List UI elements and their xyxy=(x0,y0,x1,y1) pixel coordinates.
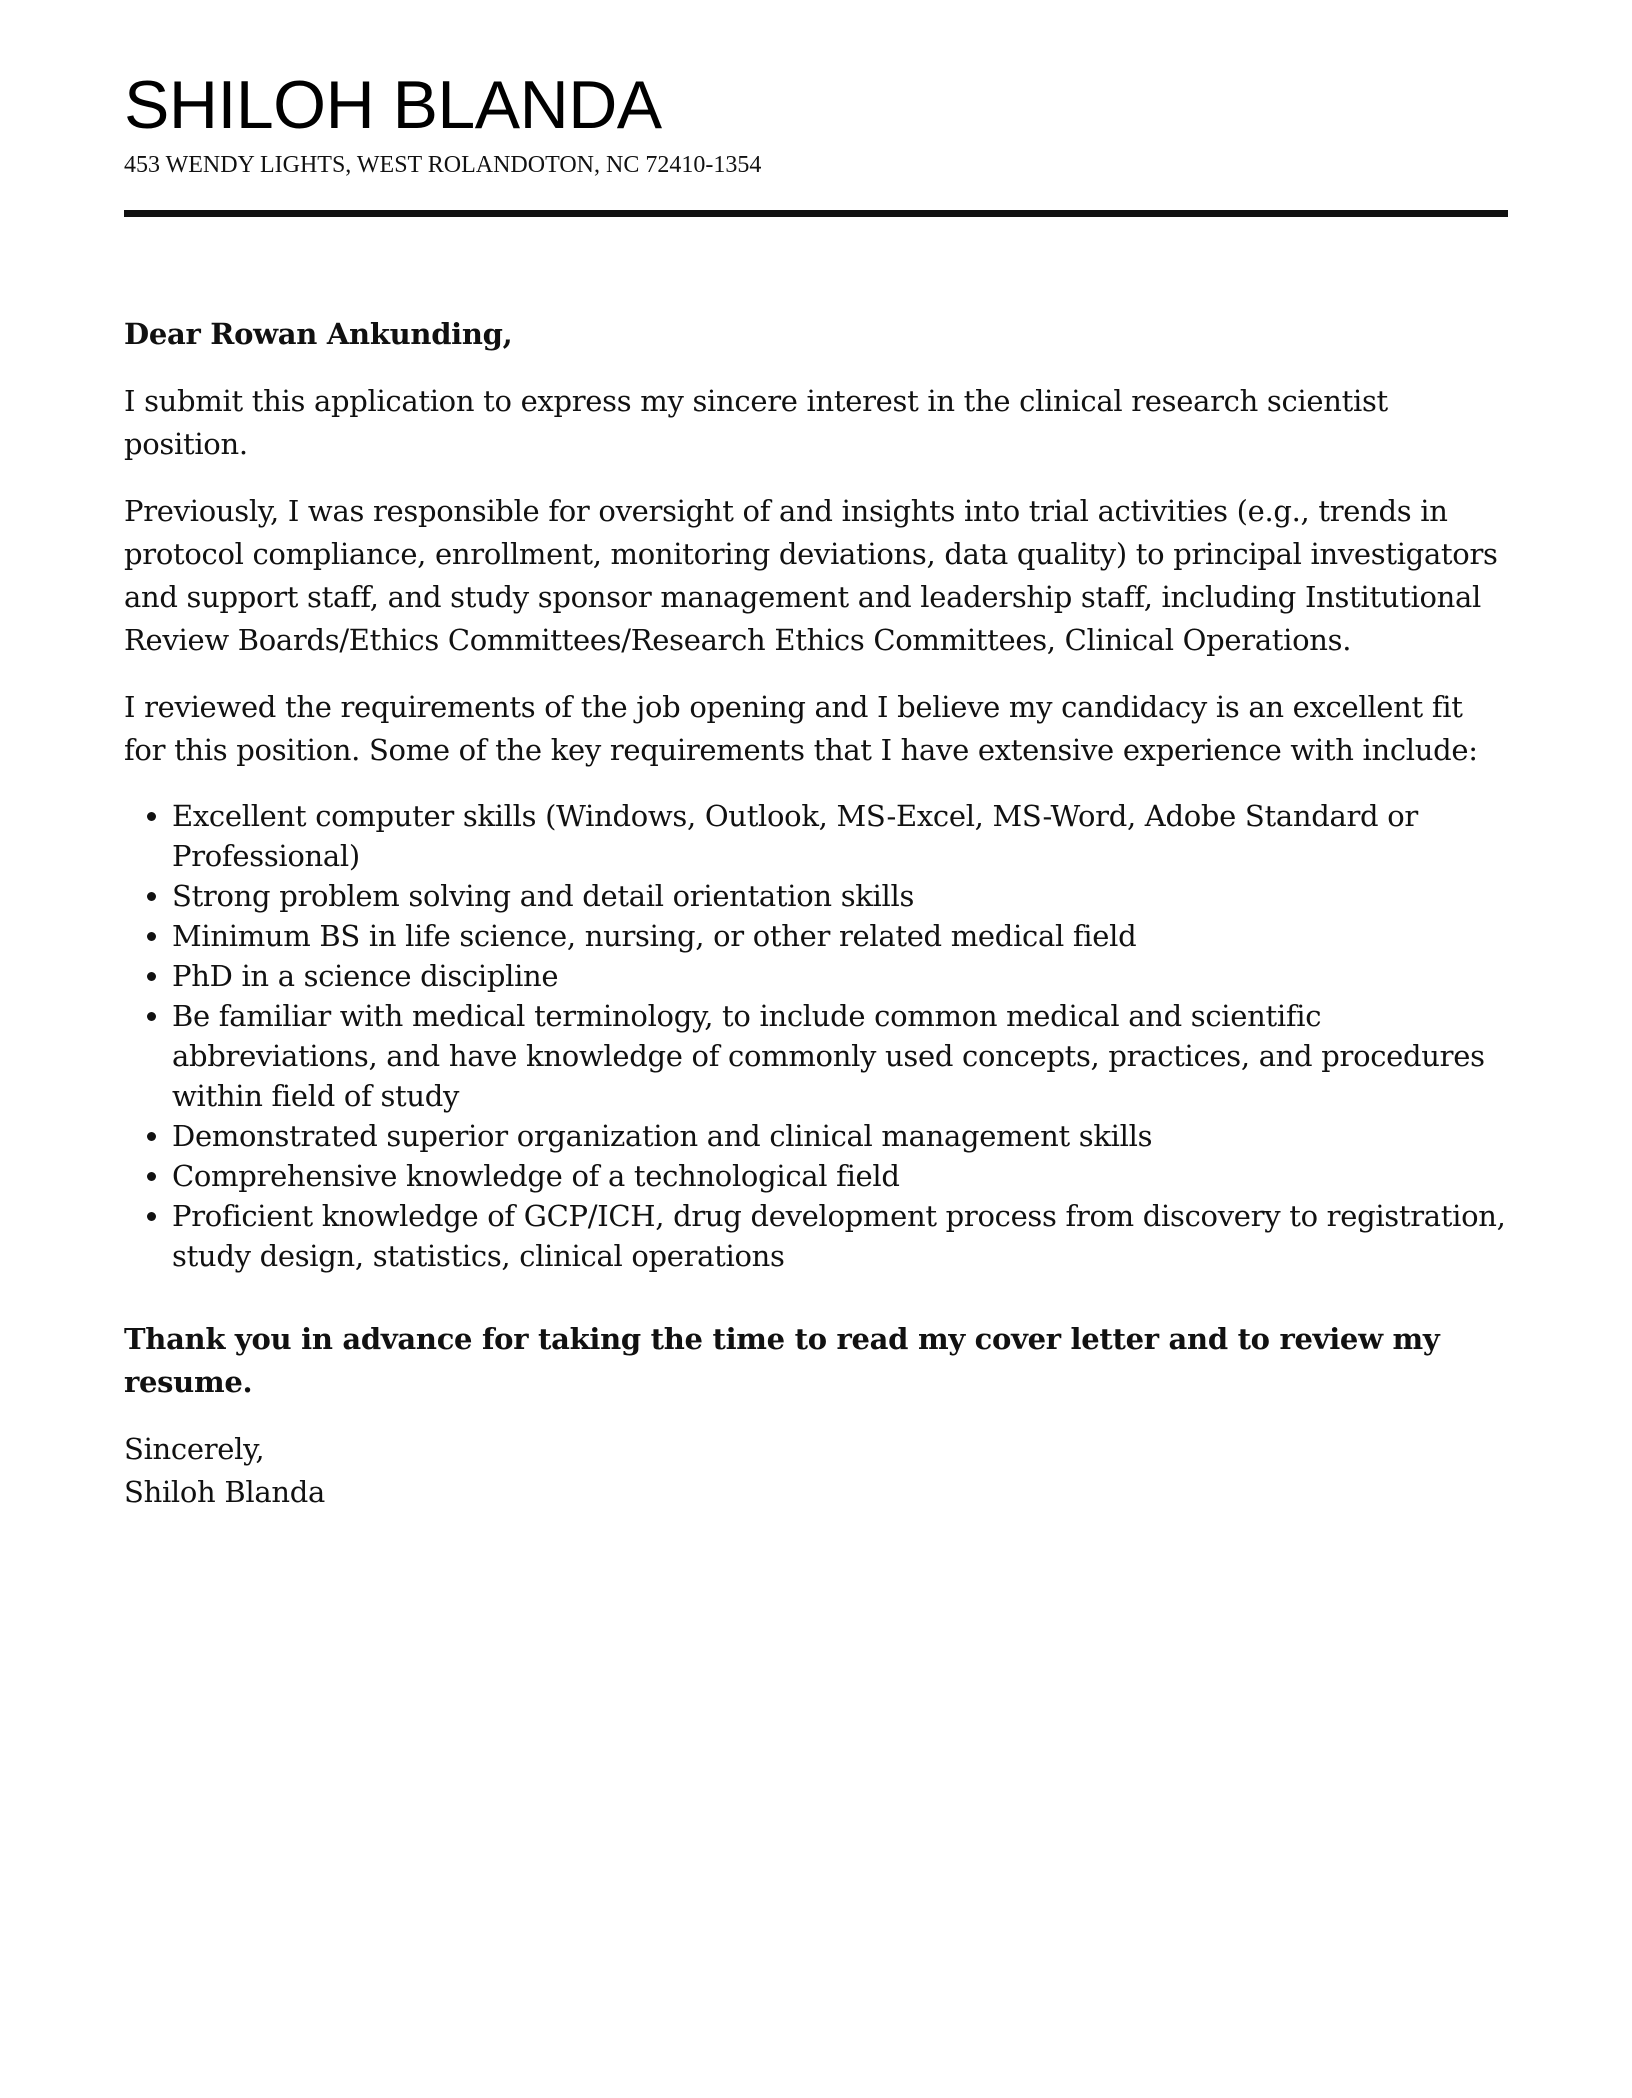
list-item: • Be familiar with medical terminology, to include common medical and scientific abbreviations, and have knowledge of commonly used concepts, practices, and procedures within field of study xyxy=(172,996,1508,1116)
cover-letter-page xyxy=(124,66,1508,1514)
list-item: • Strong problem solving and detail orientation skills xyxy=(172,876,1508,916)
closing-statement: Thank you in advance for taking the time to read my cover letter and to review my resume. xyxy=(124,1322,1440,1399)
list-item: • Minimum BS in life science, nursing, or other related medical field xyxy=(172,916,1508,956)
signoff-block xyxy=(124,1428,1508,1514)
paragraph-requirements-intro: I reviewed the requirements of the job opening and I believe my candidacy is an excellent fit for this position. Some of the key requirements that I have extensive experience with include: xyxy=(124,690,1478,767)
signoff: Sincerely, xyxy=(124,1432,265,1466)
paragraph-experience: Previously, I was responsible for oversight of and insights into trial activities (e.g., trends in protocol compliance, enrollment, monitoring deviations, data quality) to principal investigators and support staff, and study sponsor management and leadership staff, including Institutional Review Boards/Ethics Committees/Research Ethics Committees, Clinical Operations. xyxy=(124,494,1498,657)
list-item: • Proficient knowledge of GCP/ICH, drug development process from discovery to registration, study design, statistics, clinical operations xyxy=(172,1196,1508,1276)
list-item: • Excellent computer skills (Windows, Outlook, MS-Excel, MS-Word, Adobe Standard or Professional) xyxy=(172,796,1508,876)
header-divider xyxy=(124,210,1508,217)
applicant-name: SHILOH BLANDA xyxy=(124,67,662,143)
list-item: • Demonstrated superior organization and clinical management skills xyxy=(172,1116,1508,1156)
greeting: Dear Rowan Ankunding, xyxy=(124,317,513,351)
letter-header xyxy=(124,66,1508,217)
paragraph-intro: I submit this application to express my sincere interest in the clinical research scientist position. xyxy=(124,384,1388,461)
requirements-list xyxy=(124,796,1508,1276)
list-item: • PhD in a science discipline xyxy=(172,956,1508,996)
list-item: • Comprehensive knowledge of a technological field xyxy=(172,1156,1508,1196)
signature-name: Shiloh Blanda xyxy=(124,1475,325,1509)
applicant-address: 453 WENDY LIGHTS, WEST ROLANDOTON, NC 72410-1354 xyxy=(124,152,762,178)
letter-body xyxy=(124,313,1508,1514)
